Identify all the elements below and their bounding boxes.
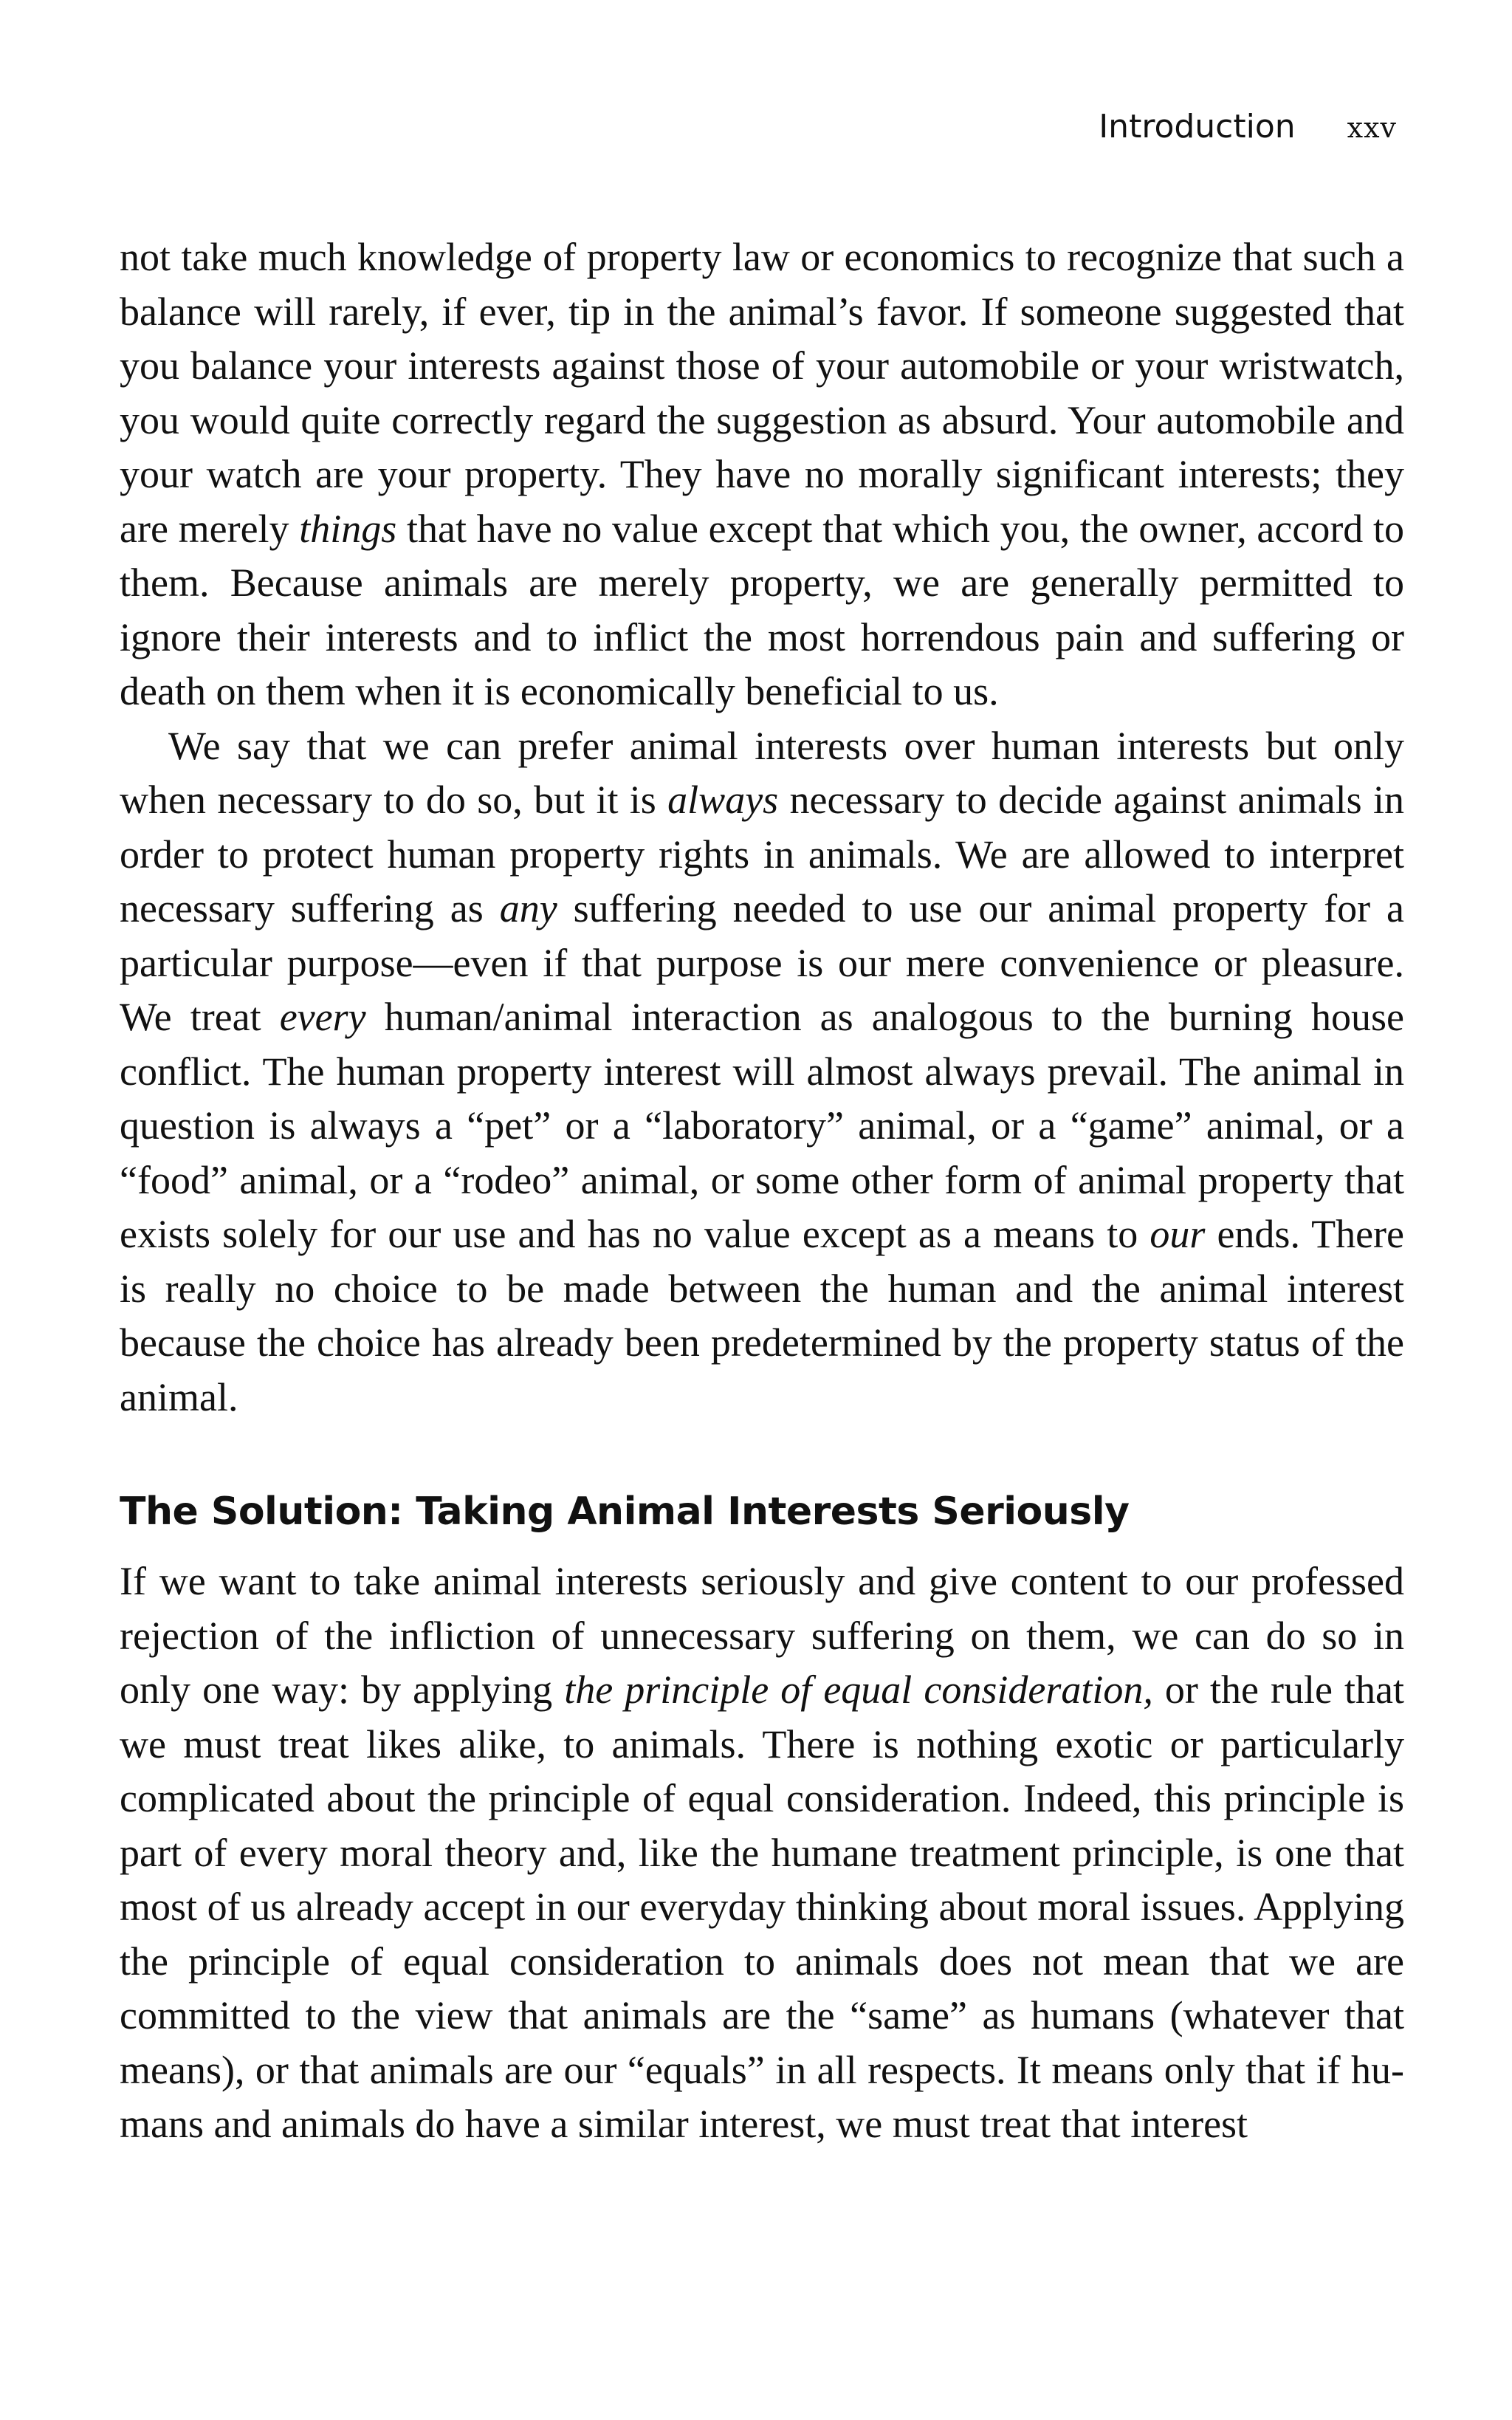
text-run: that have no value except that which you, the owner, accord to them. Because animals are merely property, we are generally permitted to ignore their interests and to inflict the most horrendous pain and suffering or death on them when it is economically beneficial to us.	[120, 506, 1405, 713]
italic-text: our	[1150, 1212, 1206, 1256]
text-run: human/animal interaction as analogous to the burning house conflict. The human property interest will almost always prevail. The animal in question is always a “pet” or a “laboratory” animal, or a “game” animal, or a “food” animal, or a “rodeo” animal, or some other form of animal property that exists solely for our use and has no value except as a means to	[120, 995, 1404, 1256]
paragraphs-after-heading	[120, 1555, 1404, 2152]
text-run: We say that we can prefer animal interests over human interests but only when necessary to do so, but it is	[120, 723, 1404, 822]
text-run: not take much knowledge of property law or economics to recognize that such a balance will rarely, if ever, tip in the animal’s favor. If someone suggested that you balance your interests against those of your automobile or your wristwatch, you would quite correctly regard the suggestion as absurd. Your automobile and your watch are your property. They have no morally significant interests; they are merely	[120, 235, 1404, 551]
text-run: suffering needed to use our animal property for a particular purpose—even if that purpose is our mere convenience or pleasure. We treat	[120, 886, 1404, 1039]
text-run: ends. There is really no choice to be made between the human and the animal interest because the choice has already been predetermined by the property status of the animal.	[120, 1212, 1404, 1419]
italic-text: things	[299, 506, 397, 551]
text-run: or the rule that we must treat likes alike, to animals. There is nothing exotic or particularly complicated about the principle of equal consideration. Indeed, this principle is part of every moral theory and, like the humane treatment principle, is one that most of us already accept in our everyday thinking about moral issues. Applying the principle of equal consideration to animals does not mean that we are committed to the view that animals are the “same” as humans (whatever that means), or that animals are our “equals” in all respects. It means only that if humans and animals do have a similar interest, we must treat that interest	[120, 1667, 1404, 2146]
running-head	[1099, 108, 1397, 145]
paragraph	[120, 719, 1404, 1425]
section-heading: The Solution: Taking Animal Interests Seriously	[120, 1490, 1130, 1534]
page-number: xxv	[1347, 112, 1397, 144]
italic-text: always	[667, 778, 779, 822]
italic-text: the principle of equal consideration,	[564, 1667, 1153, 1712]
paragraphs-before-heading	[120, 230, 1404, 1425]
paragraph	[120, 1555, 1404, 2152]
italic-text: every	[279, 995, 366, 1039]
paragraph	[120, 230, 1404, 719]
running-head-section: Introduction	[1099, 108, 1296, 145]
body-text	[120, 230, 1404, 2152]
text-run: If we want to take animal interests seriously and give content to our professed rejection of the infliction of unnecessary suffering on them, we can do so in only one way: by applying	[120, 1559, 1404, 1712]
italic-text: any	[499, 886, 557, 930]
text-run: necessary to decide against animals in order to protect human property rights in animals. We are allowed to interpret necessary suffering as	[120, 778, 1404, 930]
